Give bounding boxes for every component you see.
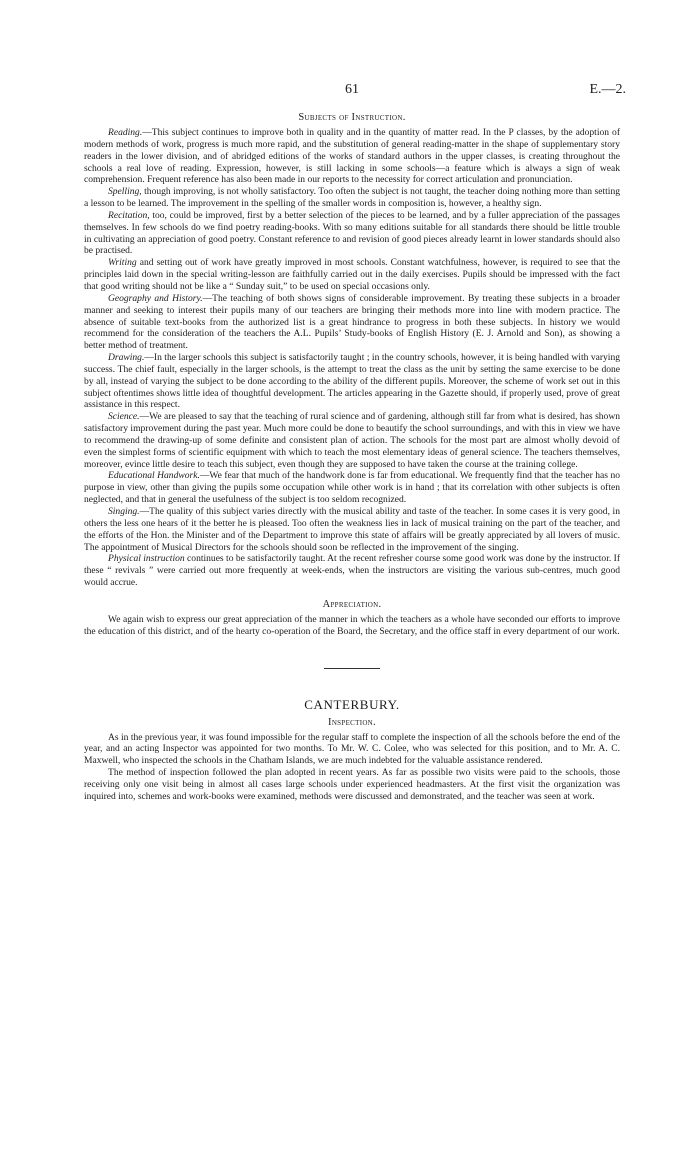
paragraph-text: too, could be improved, first by a better selection of the pieces to be learned, and by a fuller appreciation of the passages themselves. In few schools do we find poetry reading-books. With so many editions suitable for all standards there should be little trouble in cultivating an appreciation of good poetry. Constant reference to and revision of good pieces already learnt in lower standards should also be practised. xyxy=(84,209,620,257)
paragraph xyxy=(84,293,620,352)
series-code: E.—2. xyxy=(589,82,626,97)
district-title: CANTERBURY. xyxy=(304,696,400,712)
paragraph-lead: Science. xyxy=(108,411,140,423)
paragraph-lead: Drawing. xyxy=(108,352,145,364)
page-header xyxy=(84,82,626,104)
section-heading-appreciation: Appreciation. xyxy=(322,598,382,610)
paragraph-text: and setting out of work have greatly improved in most schools. Constant watchfulness, however, is required to see that the principles laid down in the special writing-lesson are faithfully carried out in the daily exercises. Pupils should be impressed with the fact that good writing should not be like a “ Sunday suit,” to be used on special occasions only. xyxy=(84,257,620,292)
paragraph xyxy=(84,257,620,293)
paragraph-text: The method of inspection followed the plan adopted in recent years. As far as possible two visits were paid to the schools, those receiving only one visit being in almost all cases large schools under experienced headmasters. At the first visit the organization was inquired into, schemes and work-books were examined, methods were discussed and demonstrated, and the teacher was seen at work. xyxy=(84,767,620,802)
paragraph-text: though improving, is not wholly satisfactory. Too often the subject is not taught, the teacher doing nothing more than setting a lesson to be learned. The improvement in the spelling of the smaller words in composition is, however, a healthy sign. xyxy=(84,186,620,210)
paragraph xyxy=(84,352,620,411)
paragraph xyxy=(84,186,620,210)
paragraph-lead: Geography and History. xyxy=(108,292,203,304)
paragraph-text: —We fear that much of the handwork done is far from educational. We frequently find that the teacher has no purpose in view, other than giving the pupils some occupation while other work is in hand ; that its correlation with other subjects is often neglected, and that in general the usefulness of the subject is too seldom recognized. xyxy=(84,470,620,506)
paragraph xyxy=(84,506,620,553)
paragraph-lead: Writing xyxy=(108,257,137,269)
paragraph-text: We again wish to express our great appreciation of the manner in which the teachers as a whole have seconded our efforts to improve the education of this district, and of the hearty co-operation of the Board, the Secretary, and the office staff in every department of our work. xyxy=(84,613,620,637)
paragraph xyxy=(84,210,620,257)
page-number: 61 xyxy=(345,82,359,97)
paragraph-lead: Educational Handwork. xyxy=(108,470,200,482)
paragraph xyxy=(84,470,620,506)
section-heading-subjects: Subjects of Instruction. xyxy=(298,112,406,123)
section-body-subjects xyxy=(84,127,620,589)
paragraph-text: —In the larger schools this subject is satisfactorily taught ; in the country schools, however, it is being handled with varying success. The chief fault, especially in the larger schools, is the attempt to treat the class as the unit by setting the same exercise to be done by all, instead of varying the subject to be done according to the ability of the different pupils. Moreover, the scheme of work set out in this subject oftentimes shows little idea of thoughtful development. The articles appearing in the Gazette should, if properly used, prove of great assistance in this respect. xyxy=(84,352,620,411)
paragraph xyxy=(84,127,620,186)
paragraph-lead: Reading. xyxy=(108,127,143,138)
paragraph-text: —We are pleased to say that the teaching of rural science and of gardening, although still far from what is desired, has shown satisfactory improvement during the past year. Much more could be done to beautify the school surroundings, and with this in view we have to recommend the drawing-up of some definite and consistent plan of action. The schools for the most part are almost wholly devoid of even the simplest forms of scientific equipment with which to teach the most elementary ideas of general science. The teachers themselves, moreover, evince little desire to teach this subject, even though they are supposed to have taken the course at the training college. xyxy=(84,411,620,470)
paragraph-text: As in the previous year, it was found impossible for the regular staff to complete the inspection of all the schools before the end of the year, and an acting Inspector was appointed for two months. To Mr. W. C. Colee, who was selected for this position, and to Mr. A. C. Maxwell, who inspected the schools in the Chatham Islands, we are much indebted for the valuable assistance rendered. xyxy=(84,731,620,767)
paragraph xyxy=(84,411,620,470)
paragraph xyxy=(84,767,620,803)
paragraph xyxy=(84,553,620,589)
document-page xyxy=(84,82,626,803)
section-heading-inspection: Inspection. xyxy=(328,716,376,728)
paragraph-lead: Recitation, xyxy=(108,209,150,221)
section-body-appreciation xyxy=(84,614,620,638)
paragraph xyxy=(84,614,620,638)
section-body-inspection xyxy=(84,732,620,803)
paragraph xyxy=(84,732,620,768)
paragraph-lead: Singing. xyxy=(108,506,140,517)
paragraph-lead: Physical instruction xyxy=(108,553,185,565)
paragraph-text: —The teaching of both shows signs of considerable improvement. By treating these subjects in a broader manner and seeking to interest their pupils many of our teachers are bringing their methods more into line with modern practice. The absence of suitable text-books from the authorized list is a great hindrance to progress in both these subjects. In history we would recommend for the consideration of the teachers the A.L. Pupils’ Study-books of English History (E. J. Arnold and Son), as showing a better method of treatment. xyxy=(84,292,620,352)
paragraph-text: —This subject continues to improve both in quality and in the quantity of matter read. In the P classes, by the adoption of modern methods of work, progress is much more rapid, and the substitution of general reading-matter in the shape of supplementary story readers in the lower division, and of abridged editions of the works of standard authors in the upper classes, is creating throughout the schools a real love of reading. Expression, however, is still lacking in some schools—a feature which is always a sign of weak comprehension. Frequent reference has also been made in our reports to the necessity for correct articulation and pronunciation. xyxy=(84,127,620,186)
section-divider xyxy=(324,668,380,669)
paragraph-lead: Spelling, xyxy=(108,186,142,198)
paragraph-text: —The quality of this subject varies directly with the musical ability and taste of the teacher. In some cases it is very good, in others the less one hears of it the better he is pleased. Too often the weakness lies in lack of musical training on the part of the teacher, and the efforts of the Hon. the Minister and of the Department to improve this state of affairs will be greatly appreciated by all lovers of music. The appointment of Musical Directors for the schools should soon be reflected in the improvement of the singing. xyxy=(84,506,620,553)
paragraph-text: continues to be satisfactorily taught. At the recent refresher course some good work was done by the instructor. If these “ revivals ” were carried out more frequently at week-ends, when the instructors are visiting the various sub-centres, much good would accrue. xyxy=(84,553,620,589)
